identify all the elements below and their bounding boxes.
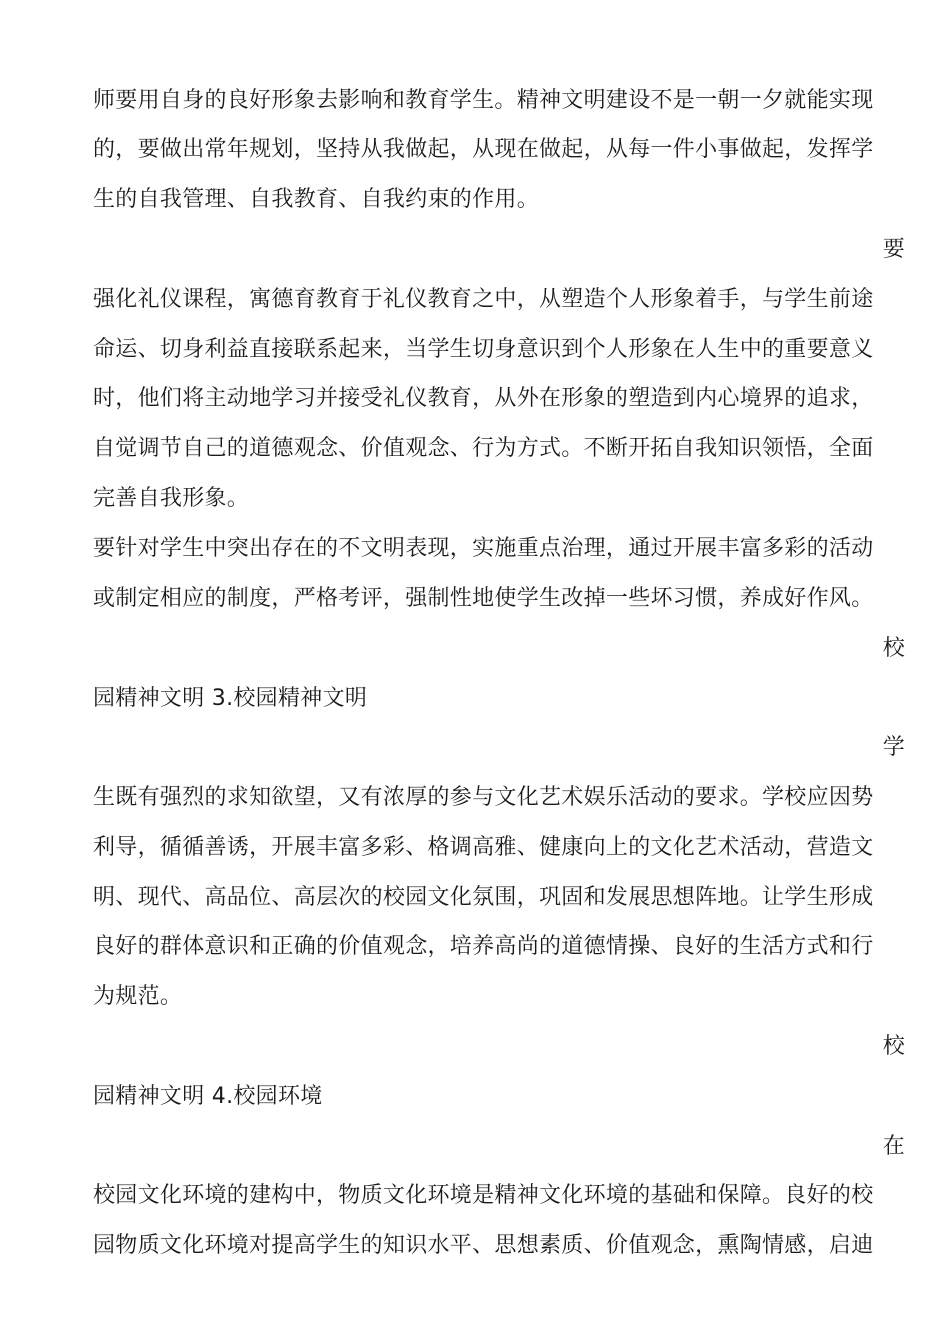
text-line-3: 生的自我管理、自我教育、自我约束的作用。: [93, 187, 540, 212]
text-line-5: 强化礼仪课程，寓德育教育于礼仪教育之中，从塑造个人形象着手，与学生前途: [93, 287, 874, 312]
text-line-7: 时，他们将主动地学习并接受礼仪教育，从外在形象的塑造到内心境界的追求，: [93, 386, 874, 411]
text-line-10: 要针对学生中突出存在的不文明表现，实施重点治理，通过开展丰富多彩的活动: [93, 536, 874, 561]
text-line-18: 良好的群体意识和正确的价值观念，培养高尚的道德情操、良好的生活方式和行: [93, 934, 874, 959]
section-heading-4: 园精神文明 4.校园环境: [93, 1084, 323, 1109]
text-line-11: 或制定相应的制度，严格考评，强制性地使学生改掉一些坏习惯，养成好作风。: [93, 586, 874, 611]
text-line-23: 校园文化环境的建构中，物质文化环境是精神文化环境的基础和保障。良好的校: [93, 1183, 874, 1208]
text-line-16: 利导，循循善诱，开展丰富多彩、格调高雅、健康向上的文化艺术活动，营造文: [93, 835, 874, 860]
text-line-1: 师要用自身的良好形象去影响和教育学生。精神文明建设不是一朝一夕就能实现: [93, 88, 874, 113]
text-line-2: 的，要做出常年规划，坚持从我做起，从现在做起，从每一件小事做起，发挥学: [93, 137, 874, 162]
text-line-20: 校: [882, 1034, 905, 1059]
text-line-15: 生既有强烈的求知欲望，又有浓厚的参与文化艺术娱乐活动的要求。学校应因势: [93, 785, 874, 810]
section-heading-3: 园精神文明 3.校园精神文明: [93, 686, 368, 711]
text-line-22: 在: [882, 1134, 905, 1159]
text-line-14: 学: [882, 735, 905, 760]
text-line-24: 园物质文化环境对提高学生的知识水平、思想素质、价值观念，熏陶情感，启迪: [93, 1233, 874, 1258]
text-line-9: 完善自我形象。: [93, 486, 250, 511]
text-line-12: 校: [882, 636, 905, 661]
text-line-6: 命运、切身利益直接联系起来，当学生切身意识到个人形象在人生中的重要意义: [93, 337, 874, 362]
text-line-4: 要: [882, 237, 905, 262]
text-line-19: 为规范。: [93, 984, 183, 1009]
text-line-8: 自觉调节自己的道德观念、价值观念、行为方式。不断开拓自我知识领悟，全面: [93, 436, 874, 461]
text-line-17: 明、现代、高品位、高层次的校园文化氛围，巩固和发展思想阵地。让学生形成: [93, 885, 874, 910]
